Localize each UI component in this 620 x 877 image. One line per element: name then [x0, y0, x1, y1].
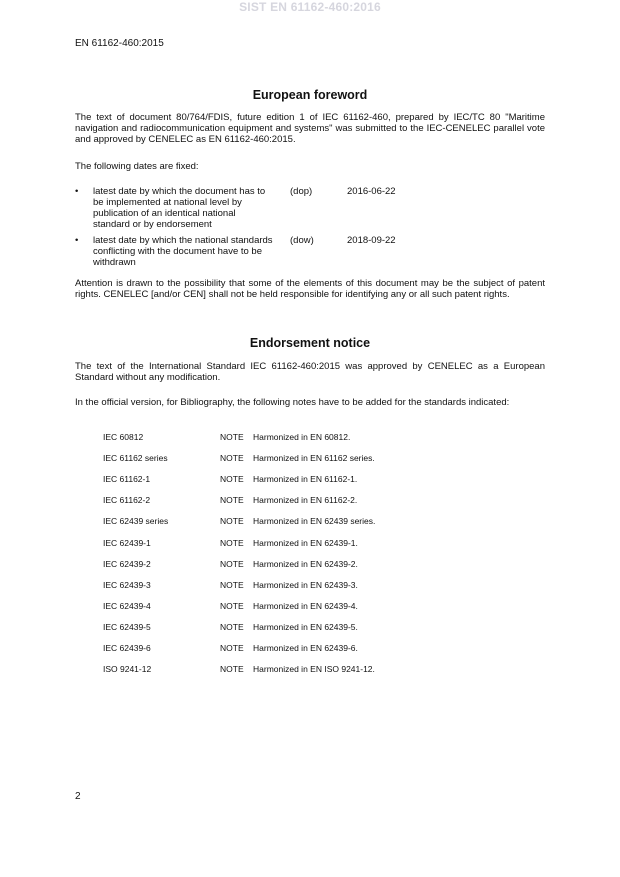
foreword-intro: The text of document 80/764/FDIS, future edition 1 of IEC 61162-460, prepared by IEC/TC 80 "Maritime navigation and radiocommunication equipment and systems" was submitted to the IEC-CENELEC parallel vote and approved by CENELEC as EN 61162-460:2015. [75, 112, 545, 145]
note-text: Harmonized in EN 61162 series. [253, 453, 375, 463]
note-standard: IEC 61162-1 [103, 474, 151, 484]
endorsement-text: The text of the International Standard IEC 61162-460:2015 was approved by CENELEC as a European Standard without any modification. [75, 361, 545, 383]
note-label: NOTE [220, 622, 244, 632]
watermark: SIST EN 61162-460:2016 [239, 0, 381, 14]
date-item-date: 2018-09-22 [347, 235, 396, 246]
note-text: Harmonized in EN ISO 9241-12. [253, 664, 375, 674]
endorsement-title: Endorsement notice [249, 336, 371, 350]
note-text: Harmonized in EN 62439-1. [253, 538, 358, 548]
note-standard: IEC 61162-2 [103, 495, 151, 505]
note-standard: ISO 9241-12 [103, 664, 152, 674]
patent-attention: Attention is drawn to the possibility that some of the elements of this document may be the subject of patent rights. CENELEC [and/or CEN] shall not be held responsible for identifying any or all such patent rights. [75, 278, 545, 300]
bibliography-intro: In the official version, for Bibliography, the following notes have to be added for the standards indicated: [75, 397, 510, 408]
note-label: NOTE [220, 453, 244, 463]
date-item-date: 2016-06-22 [347, 186, 396, 197]
note-text: Harmonized in EN 62439-4. [253, 601, 358, 611]
note-text: Harmonized in EN 61162-2. [253, 495, 358, 505]
document-id: EN 61162-460:2015 [75, 38, 164, 49]
bullet-icon: • [75, 235, 79, 246]
note-standard: IEC 60812 [103, 432, 144, 442]
note-standard: IEC 62439-5 [103, 622, 151, 632]
date-item-text: latest date by which the document has to be implemented at national level by publication of an identical national standard or by endorsement [93, 186, 266, 230]
note-label: NOTE [220, 559, 244, 569]
note-label: NOTE [220, 538, 244, 548]
note-standard: IEC 62439-4 [103, 601, 151, 611]
note-text: Harmonized in EN 62439 series. [253, 516, 376, 526]
note-text: Harmonized in EN 62439-3. [253, 580, 358, 590]
note-label: NOTE [220, 432, 244, 442]
note-standard: IEC 62439-1 [103, 538, 151, 548]
date-item-code: (dop) [290, 186, 313, 197]
note-label: NOTE [220, 601, 244, 611]
note-text: Harmonized in EN 62439-2. [253, 559, 358, 569]
bullet-icon: • [75, 186, 79, 197]
note-standard: IEC 62439-6 [103, 643, 151, 653]
note-standard: IEC 62439-3 [103, 580, 151, 590]
note-label: NOTE [220, 474, 244, 484]
note-label: NOTE [220, 516, 244, 526]
note-standard: IEC 61162 series [103, 453, 168, 463]
note-text: Harmonized in EN 62439-6. [253, 643, 358, 653]
note-text: Harmonized in EN 62439-5. [253, 622, 358, 632]
date-item-code: (dow) [290, 235, 314, 246]
note-label: NOTE [220, 664, 244, 674]
foreword-title: European foreword [252, 88, 368, 102]
dates-intro: The following dates are fixed: [75, 161, 199, 172]
note-standard: IEC 62439 series [103, 516, 169, 526]
page-number: 2 [75, 791, 81, 802]
note-text: Harmonized in EN 61162-1. [253, 474, 358, 484]
note-label: NOTE [220, 643, 244, 653]
note-text: Harmonized in EN 60812. [253, 432, 351, 442]
date-item-text: latest date by which the national standards conflicting with the document have to be withdrawn [93, 235, 273, 268]
note-label: NOTE [220, 495, 244, 505]
note-label: NOTE [220, 580, 244, 590]
note-standard: IEC 62439-2 [103, 559, 151, 569]
